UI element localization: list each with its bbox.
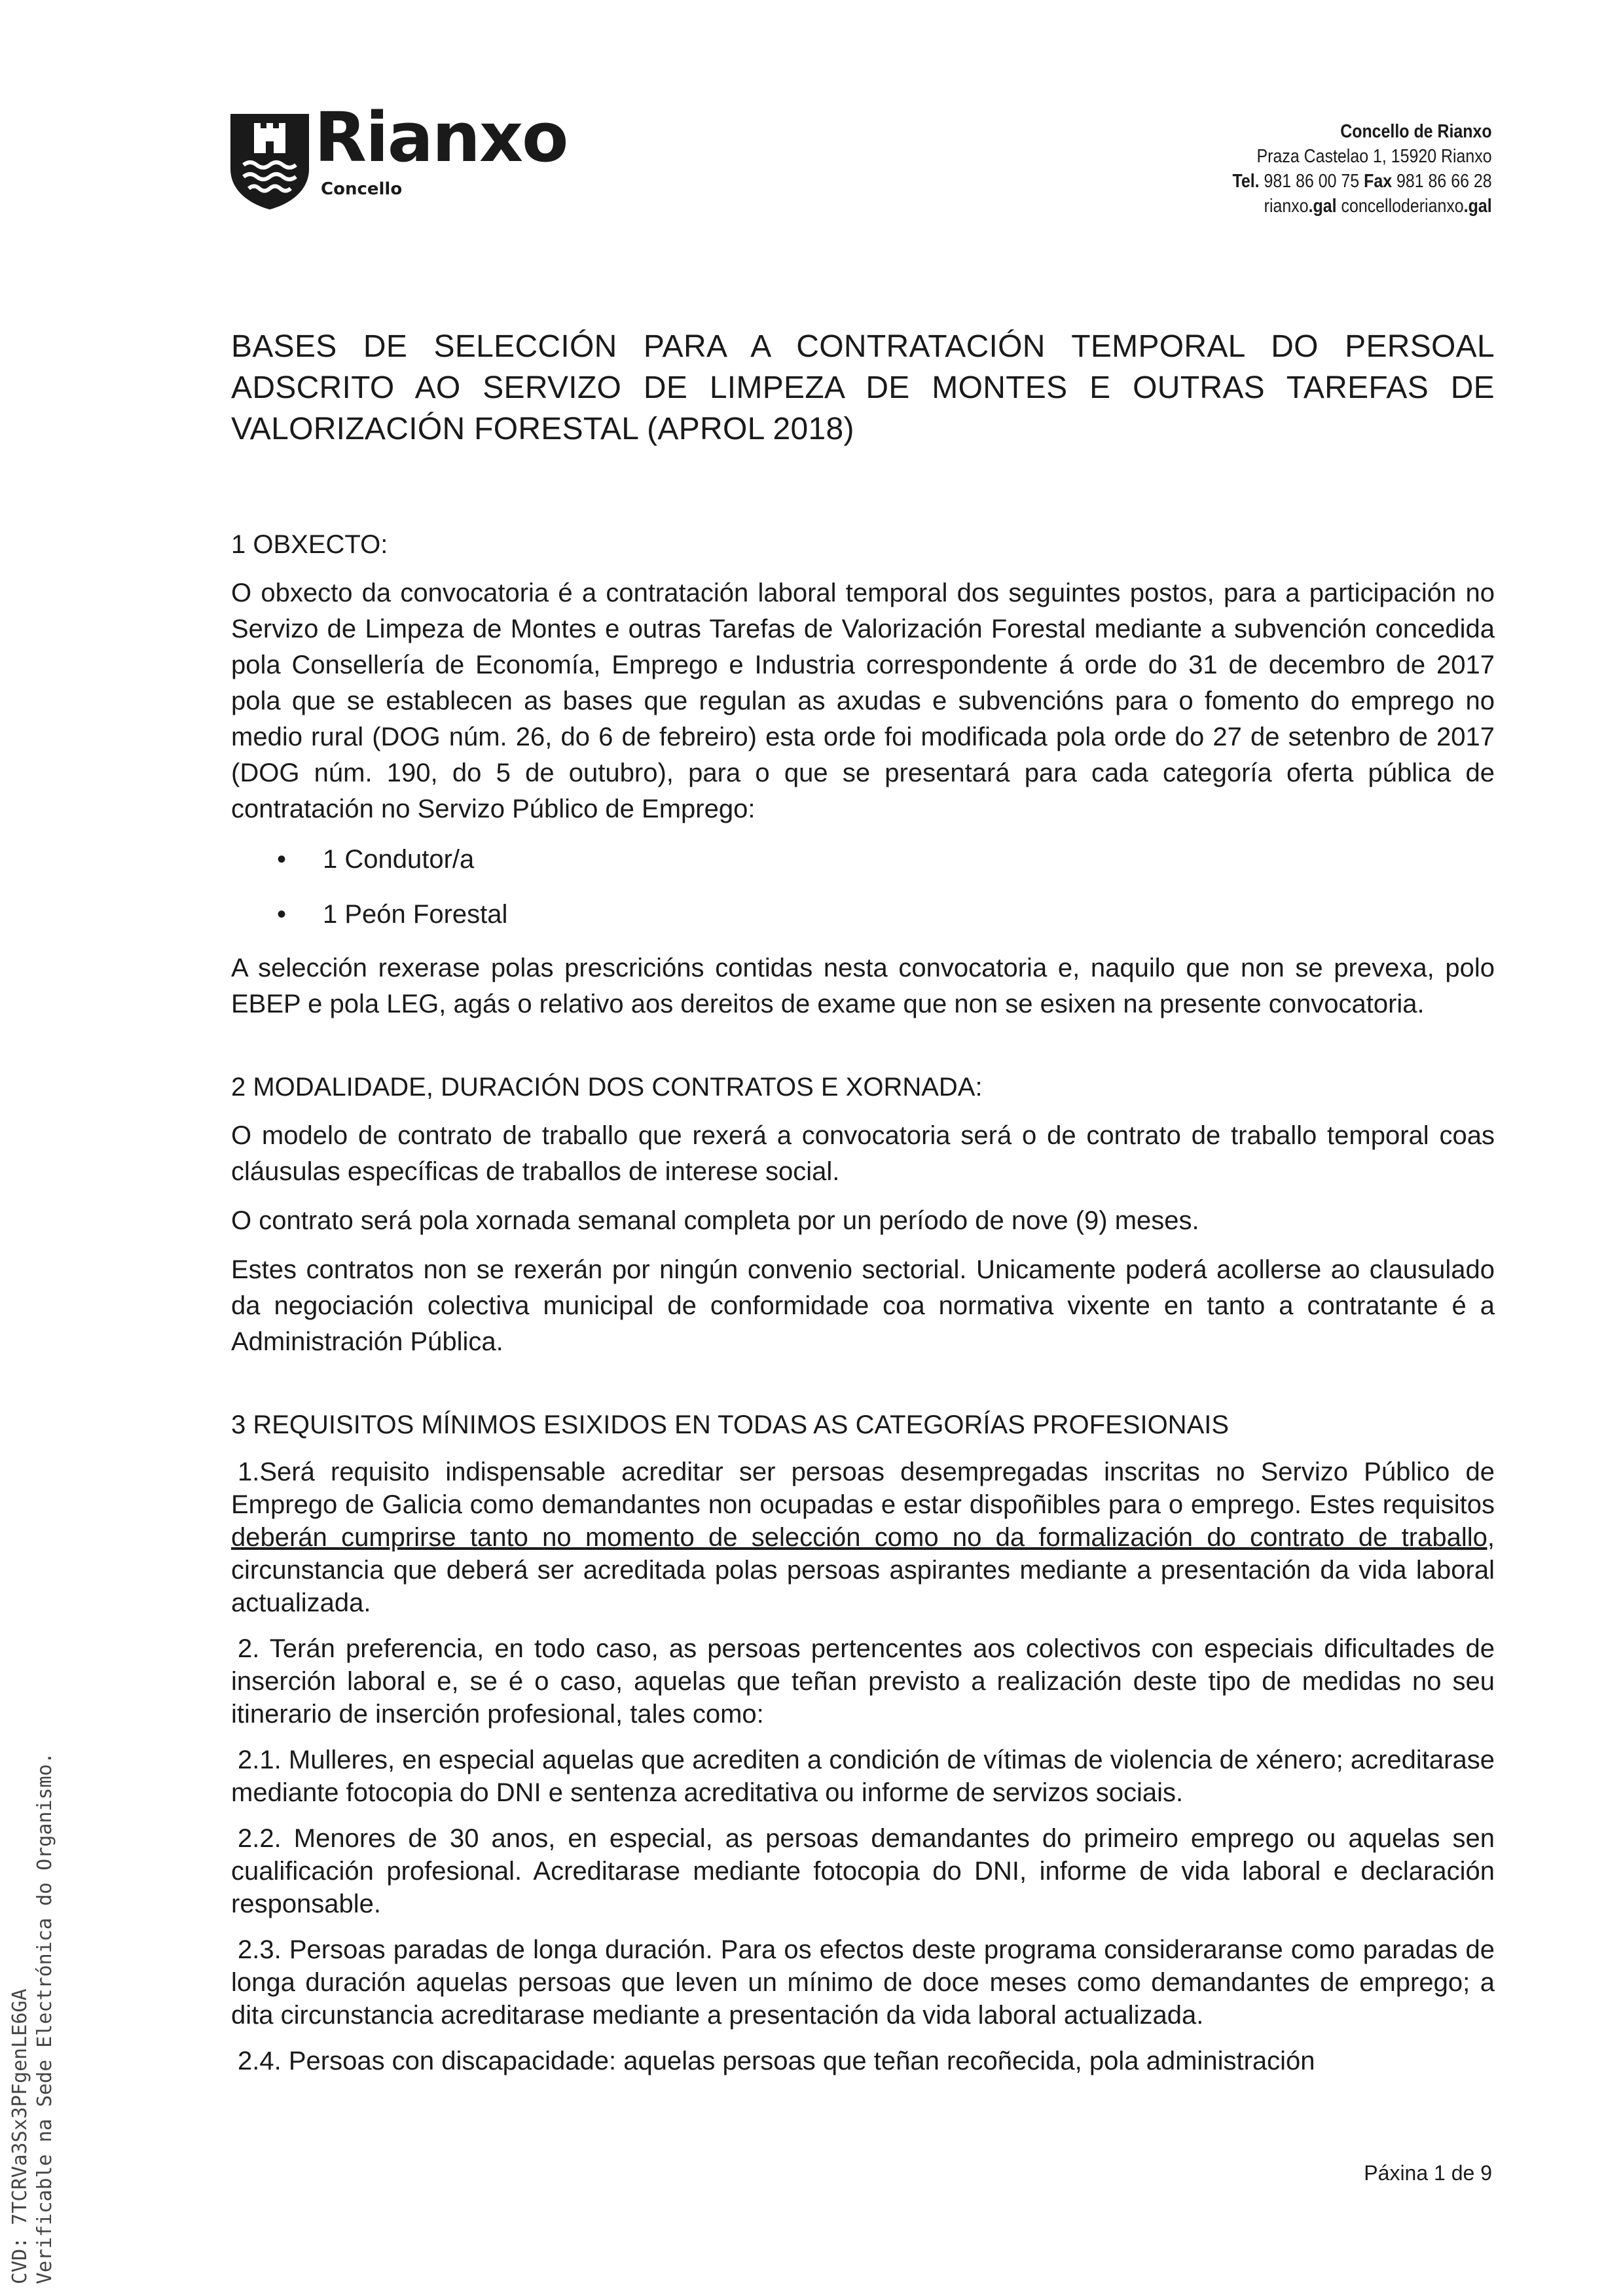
contact-phone-line: [1233, 169, 1492, 194]
castle-shield-icon: [229, 113, 310, 211]
verification-note: [8, 1752, 58, 2284]
contact-org: Concello de Rianxo: [1340, 121, 1492, 142]
contact-address: Praza Castelao 1, 15920 Rianxo: [1256, 146, 1492, 167]
verification-text: Verificable na Sede Electrónica do Organismo.: [33, 1752, 56, 2284]
section-2-paragraph-3: Estes contratos non se rexerán por ningún convenio sectorial. Unicamente poderá acollerse ao clausulado da negociación colectiva municipal de conformidade coa normativa vixente en tanto a contratante é a Administración Pública.: [231, 1255, 1495, 1356]
document-body: [231, 326, 1495, 2090]
list-item: • 1 Peón Forestal: [231, 895, 1495, 933]
page-number: Páxina 1 de 9: [1364, 2161, 1492, 2185]
cvd-code: CVD: 7TCRVa3Sx3PFgenLE6GA: [9, 1988, 31, 2284]
tel-label: Tel.: [1232, 171, 1260, 192]
section-3-heading: 3 REQUISITOS MÍNIMOS ESIXIDOS EN TODAS AS CATEGORÍAS PROFESIONAIS: [231, 1410, 1230, 1439]
logo-title: Rianxo: [314, 98, 568, 177]
positions-list: [231, 840, 1495, 933]
web-link-2[interactable]: concelloderianxo.gal: [1341, 196, 1492, 217]
section-3-requirement-1: 1.Será requisito indispensable acreditar ser persoas desempregadas inscritas no Servizo Público de Emprego de Galicia como demandantes non ocupadas e estar dispoñibles para o emprego. Estes requisitos deberán cumprirse tanto no momento de selección como no da formalización do contrato de traballo, circunstancia que deberá ser acreditada polas persoas aspirantes mediante a presentación da vida laboral actualizada.: [231, 1458, 1495, 1617]
web-link-1[interactable]: rianxo.gal: [1264, 196, 1337, 217]
document-title: BASES DE SELECCIÓN PARA A CONTRATACIÓN TEMPORAL DO PERSOAL ADSCRITO AO SERVIZO DE LIMPEZA DE MONTES E OUTRAS TAREFAS DE VALORIZACIÓN FORESTAL (APROL 2018): [231, 329, 1495, 446]
section-1-heading: 1 OBXECTO:: [231, 530, 388, 559]
section-3-requirement-2: 2. Terán preferencia, en todo caso, as persoas pertencentes aos colectivos con especiais dificultades de inserción laboral e, se é o caso, aquelas que teñan previsto a realización deste tipo de medidas no seu itinerario de inserción profesional, tales como:: [231, 1634, 1495, 1729]
section-2-heading: 2 MODALIDADE, DURACIÓN DOS CONTRATOS E XORNADA:: [231, 1073, 983, 1102]
fax-label: Fax: [1364, 171, 1393, 192]
fax-number: 981 86 66 28: [1396, 171, 1492, 192]
list-item: • 1 Condutor/a: [231, 840, 1495, 878]
concello-logo: [229, 98, 570, 211]
logo-subtitle: Concello: [321, 179, 403, 199]
section-3-item-2-4: 2.4. Persoas con discapacidade: aquelas persoas que teñan recoñecida, pola administración: [238, 2047, 1315, 2075]
contact-block: [1233, 119, 1492, 219]
section-3-item-2-1: 2.1. Mulleres, en especial aquelas que acrediten a condición de vítimas de violencia de xénero; acreditarase mediante fotocopia do DNI e sentenza acreditativa ou informe de servizos sociais.: [231, 1746, 1495, 1807]
tel-number: 981 86 00 75: [1264, 171, 1360, 192]
section-3-item-2-2: 2.2. Menores de 30 anos, en especial, as persoas demandantes do primeiro emprego ou aquelas sen cualificación profesional. Acreditarase mediante fotocopia do DNI, informe de vida laboral e declaración responsable.: [231, 1824, 1495, 1918]
section-3-item-2-3: 2.3. Persoas paradas de longa duración. Para os efectos deste programa consideraranse como paradas de longa duración aquelas persoas que leven un mínimo de doce meses como demandantes de emprego; a dita circunstancia acreditarase mediante a presentación da vida laboral actualizada.: [231, 1935, 1495, 2030]
contact-web-line: [1233, 194, 1492, 219]
section-2-paragraph-1: O modelo de contrato de traballo que rexerá a convocatoria será o de contrato de traballo temporal coas cláusulas específicas de traballos de interese social.: [231, 1121, 1495, 1186]
section-1-paragraph-2: A selección rexerase polas prescricións contidas nesta convocatoria e, naquilo que non se prevexa, polo EBEP e pola LEG, agás o relativo aos dereitos de exame que non se esixen na presente convocatoria.: [231, 954, 1495, 1018]
section-2-paragraph-2: O contrato será pola xornada semanal completa por un período de nove (9) meses.: [231, 1206, 1199, 1235]
section-1-paragraph-1: O obxecto da convocatoria é a contratación laboral temporal dos seguintes postos, para a participación no Servizo de Limpeza de Montes e outras Tarefas de Valorización Forestal mediante a subvención concedida pola Consellería de Economía, Emprego e Industria correspondente á orde do 31 de decembro de 2017 pola que se establecen as bases que regulan as axudas e subvencións para o fomento do emprego no medio rural (DOG núm. 26, do 6 de febreiro) esta orde foi modificada pola orde do 27 de setenbro de 2017 (DOG núm. 190, do 5 de outubro), para o que se presentará para cada categoría oferta pública de contratación no Servizo Público de Emprego:: [231, 579, 1495, 823]
underlined-clause: deberán cumprirse tanto no momento de selección como no da formalización do contrato de traballo,: [231, 1523, 1495, 1552]
